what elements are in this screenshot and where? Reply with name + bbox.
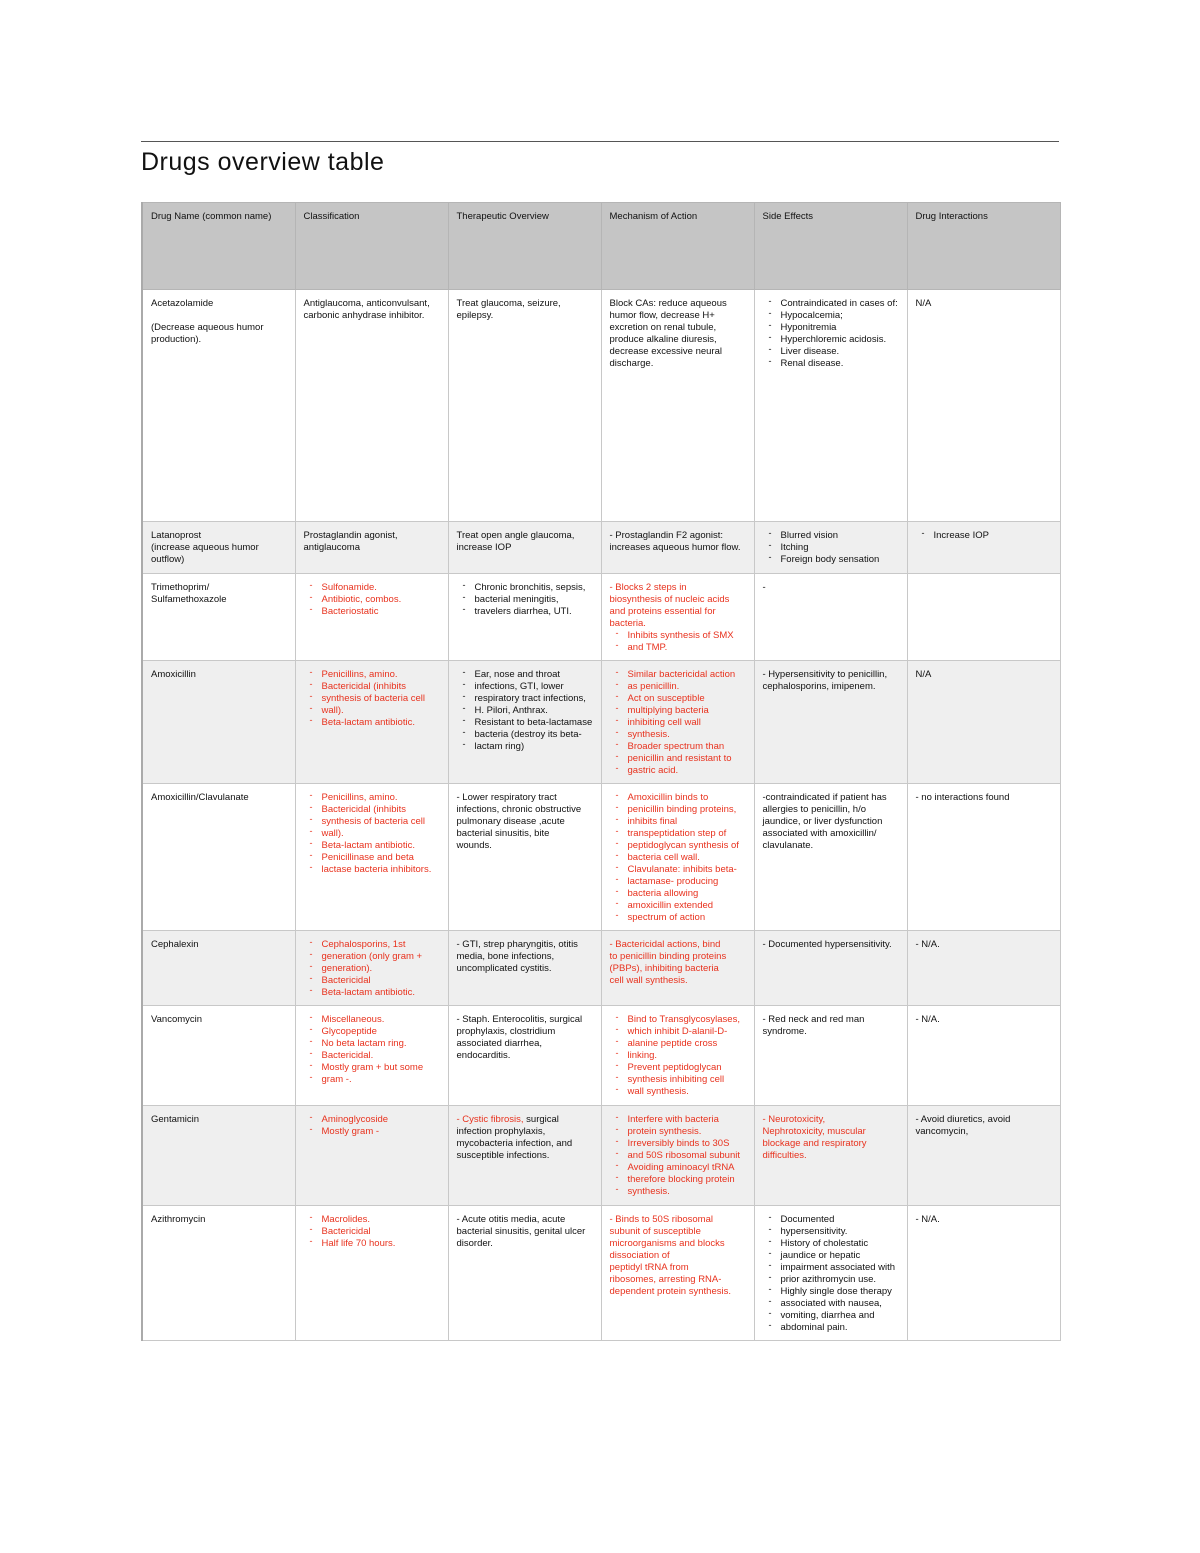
header-classification: Classification xyxy=(295,203,448,290)
list-item: ‐ alanine peptide cross xyxy=(620,1038,748,1050)
list-item: ‐ Mostly gram - xyxy=(314,1126,442,1138)
text-line: allergies to penicillin, h/o xyxy=(762,804,867,815)
list-item: ‐ Clavulanate: inhibits beta- xyxy=(620,864,748,876)
list-item: ‐ H. Pilori, Anthrax. xyxy=(467,705,595,717)
list-item: ‐ Sulfonamide. xyxy=(314,582,442,594)
interactions-cell xyxy=(907,1106,1060,1206)
table-row xyxy=(142,1006,1060,1106)
list-item: ‐ amoxicillin extended xyxy=(620,900,748,912)
text-line: cell wall synthesis. xyxy=(609,975,688,986)
text-line: vancomycin, xyxy=(915,1126,969,1137)
text-line: syndrome. xyxy=(762,1026,807,1037)
text-line: - Prostaglandin F2 agonist: xyxy=(609,530,724,541)
list-item: ‐ as penicillin. xyxy=(620,681,748,693)
list-item: ‐ vomiting, diarrhea and xyxy=(773,1310,901,1322)
classification-cell xyxy=(295,574,448,661)
list-item: ‐ Ear, nose and throat xyxy=(467,669,595,681)
drug-name-line: Trimethoprim/ xyxy=(151,582,210,593)
text-line: endocarditis. xyxy=(456,1050,511,1061)
text-line: Antiglaucoma, anticonvulsant, xyxy=(303,298,430,309)
text-line: and proteins essential for xyxy=(609,606,716,617)
text-line: mycobacteria infection, and xyxy=(456,1138,573,1149)
text-line: increase IOP xyxy=(456,542,512,553)
text-line: humor flow, decrease H+ xyxy=(609,310,715,321)
list-item: ‐ wall synthesis. xyxy=(620,1086,748,1098)
text-line: (PBPs), inhibiting bacteria xyxy=(609,963,719,974)
mechanism-cell xyxy=(601,290,754,522)
list-item: ‐ Inhibits synthesis of SMX xyxy=(620,630,748,642)
bullet-list xyxy=(763,530,901,566)
mechanism-cell xyxy=(601,931,754,1006)
list-item: ‐ gram -. xyxy=(314,1074,442,1086)
list-item: ‐ bacteria allowing xyxy=(620,888,748,900)
text-line: - Blocks 2 steps in xyxy=(609,582,687,593)
list-item: ‐ History of cholestatic xyxy=(773,1238,901,1250)
list-item: ‐ which inhibit D-alanil-D- xyxy=(620,1026,748,1038)
drug-name-cell xyxy=(142,1206,295,1341)
list-item: ‐ Chronic bronchitis, sepsis, xyxy=(467,582,595,594)
text-line: - Staph. Enterocolitis, surgical xyxy=(456,1014,583,1025)
bullet-list xyxy=(763,1214,901,1334)
list-item: ‐ synthesis of bacteria cell xyxy=(314,693,442,705)
text-line: bacteria. xyxy=(609,618,646,629)
therapeutic-cell xyxy=(448,661,601,784)
bullet-list xyxy=(304,1014,442,1086)
list-item: ‐ bacterial meningitis, xyxy=(467,594,595,606)
text-line: blockage and respiratory xyxy=(762,1138,867,1149)
list-item: ‐ linking. xyxy=(620,1050,748,1062)
list-item: ‐ Macrolides. xyxy=(314,1214,442,1226)
drug-name-line: Azithromycin xyxy=(151,1214,206,1225)
classification-cell xyxy=(295,661,448,784)
text-line: increases aqueous humor flow. xyxy=(609,542,741,553)
text-line: N/A xyxy=(915,298,932,309)
list-item: ‐ wall). xyxy=(314,828,442,840)
text-line: - N/A. xyxy=(915,1214,940,1225)
text-line: discharge. xyxy=(609,358,654,369)
list-item: ‐ and TMP. xyxy=(620,642,748,654)
text-line: - Red neck and red man xyxy=(762,1014,865,1025)
list-item: ‐ Bind to Transglycosylases, xyxy=(620,1014,748,1026)
bullet-list xyxy=(304,582,442,618)
list-item: ‐ synthesis inhibiting cell xyxy=(620,1074,748,1086)
classification-cell xyxy=(295,522,448,574)
list-item: ‐ Miscellaneous. xyxy=(314,1014,442,1026)
drug-name-cell xyxy=(142,931,295,1006)
text-line: antiglaucoma xyxy=(303,542,361,553)
list-item: ‐ Resistant to beta-lactamase xyxy=(467,717,595,729)
therapeutic-cell xyxy=(448,784,601,931)
bullet-list xyxy=(304,1214,442,1250)
header-therapeutic-overview: Therapeutic Overview xyxy=(448,203,601,290)
interactions-cell xyxy=(907,1006,1060,1106)
bullet-list xyxy=(610,630,748,654)
bullet-list xyxy=(610,1014,748,1098)
list-item: ‐ bacteria (destroy its beta- xyxy=(467,729,595,741)
header-side-effects: Side Effects xyxy=(754,203,907,290)
header-mechanism-of-action: Mechanism of Action xyxy=(601,203,754,290)
interactions-cell xyxy=(907,784,1060,931)
text-line: associated diarrhea, xyxy=(456,1038,543,1049)
list-item: ‐ transpeptidation step of xyxy=(620,828,748,840)
text-line: carbonic anhydrase inhibitor. xyxy=(303,310,425,321)
list-item: ‐ Antibiotic, combos. xyxy=(314,594,442,606)
classification-cell xyxy=(295,784,448,931)
therapeutic-cell xyxy=(448,931,601,1006)
list-item: ‐ penicillin and resistant to xyxy=(620,753,748,765)
list-item: ‐ therefore blocking protein xyxy=(620,1174,748,1186)
text-line: - Bactericidal actions, bind xyxy=(609,939,721,950)
list-item: ‐ gastric acid. xyxy=(620,765,748,777)
list-item: ‐ Irreversibly binds to 30S xyxy=(620,1138,748,1150)
text-line: - Neurotoxicity, xyxy=(762,1114,826,1125)
drug-name-line: Acetazolamide xyxy=(151,298,214,309)
bullet-list xyxy=(304,792,442,876)
header-drug-name: Drug Name (common name) xyxy=(142,203,295,290)
list-item: ‐ respiratory tract infections, xyxy=(467,693,595,705)
text-line: - N/A. xyxy=(915,939,940,950)
drug-name-cell xyxy=(142,574,295,661)
text-line: - Binds to 50S ribosomal xyxy=(609,1214,713,1225)
classification-cell xyxy=(295,1006,448,1106)
list-item: ‐ lactam ring) xyxy=(467,741,595,753)
list-item: ‐ Bactericidal. xyxy=(314,1050,442,1062)
drug-name-line: Sulfamethoxazole xyxy=(151,594,227,605)
list-item: ‐ Cephalosporins, 1st xyxy=(314,939,442,951)
list-item: ‐ Hypocalcemia; xyxy=(773,310,901,322)
list-item: ‐ Documented xyxy=(773,1214,901,1226)
text-line: Block CAs: reduce aqueous xyxy=(609,298,727,309)
bullet-list xyxy=(304,669,442,729)
list-item: ‐ Aminoglycoside xyxy=(314,1114,442,1126)
text-line: subunit of susceptible xyxy=(609,1226,701,1237)
list-item: ‐ Foreign body sensation xyxy=(773,554,901,566)
therapeutic-cell xyxy=(448,574,601,661)
table-header-row xyxy=(142,203,1060,290)
list-item: ‐ Beta-lactam antibiotic. xyxy=(314,987,442,999)
text-line: - Avoid diuretics, avoid xyxy=(915,1114,1011,1125)
bullet-list xyxy=(610,1114,748,1198)
therapeutic-cell xyxy=(448,1106,601,1206)
text-line: excretion on renal tubule, xyxy=(609,322,717,333)
drug-name-cell xyxy=(142,290,295,522)
list-item: ‐ synthesis of bacteria cell xyxy=(314,816,442,828)
list-item: ‐ infections, GTI, lower xyxy=(467,681,595,693)
interactions-cell xyxy=(907,931,1060,1006)
mechanism-cell xyxy=(601,1006,754,1106)
list-item: ‐ Similar bactericidal action xyxy=(620,669,748,681)
list-item: ‐ Hyperchloremic acidosis. xyxy=(773,334,901,346)
list-item: ‐ Half life 70 hours. xyxy=(314,1238,442,1250)
interactions-cell xyxy=(907,290,1060,522)
drug-name-line: Vancomycin xyxy=(151,1014,203,1025)
therapeutic-cell xyxy=(448,1206,601,1341)
mechanism-cell xyxy=(601,1106,754,1206)
side-effects-cell xyxy=(754,784,907,931)
text-line: epilepsy. xyxy=(456,310,494,321)
list-item: ‐ wall). xyxy=(314,705,442,717)
list-item: ‐ and 50S ribosomal subunit xyxy=(620,1150,748,1162)
bullet-list xyxy=(304,1114,442,1138)
list-item: ‐ Interfere with bacteria xyxy=(620,1114,748,1126)
bullet-list xyxy=(457,582,595,618)
text-line: jaundice, or liver dysfunction xyxy=(762,816,883,827)
text-line: - Acute otitis media, acute xyxy=(456,1214,566,1225)
list-item: ‐ peptidoglycan synthesis of xyxy=(620,840,748,852)
page-title: Drugs overview table xyxy=(141,148,385,176)
list-item: ‐ Bactericidal xyxy=(314,975,442,987)
bullet-list xyxy=(304,939,442,999)
text-line: uncomplicated cystitis. xyxy=(456,963,552,974)
text-line: - N/A. xyxy=(915,1014,940,1025)
list-item: ‐ Avoiding aminoacyl tRNA xyxy=(620,1162,748,1174)
bullet-list xyxy=(763,298,901,370)
text-line: disorder. xyxy=(456,1238,493,1249)
classification-cell xyxy=(295,1206,448,1341)
text-line: - no interactions found xyxy=(915,792,1010,803)
top-rule xyxy=(141,141,1059,142)
side-effects-cell xyxy=(754,931,907,1006)
list-item: ‐ jaundice or hepatic xyxy=(773,1250,901,1262)
drugs-table xyxy=(141,202,1061,1341)
text-line: Prostaglandin agonist, xyxy=(303,530,398,541)
text-line: bacterial sinusitis, bite xyxy=(456,828,550,839)
list-item: ‐ Contraindicated in cases of: xyxy=(773,298,901,310)
list-item: ‐ Bactericidal xyxy=(314,1226,442,1238)
list-item: ‐ Prevent peptidoglycan xyxy=(620,1062,748,1074)
list-item: ‐ No beta lactam ring. xyxy=(314,1038,442,1050)
highlight-text: - Cystic fibrosis, xyxy=(456,1114,524,1125)
classification-cell xyxy=(295,1106,448,1206)
bullet-list xyxy=(457,669,595,753)
side-effects-cell xyxy=(754,661,907,784)
text-line: associated with amoxicillin/ xyxy=(762,828,877,839)
text-line: to penicillin binding proteins xyxy=(609,951,727,962)
spacer xyxy=(151,310,289,322)
text-line: produce alkaline diuresis, xyxy=(609,334,717,345)
text-line: dissociation of xyxy=(609,1250,670,1261)
text-line: infection prophylaxis, xyxy=(456,1126,546,1137)
therapeutic-cell xyxy=(448,1006,601,1106)
mechanism-cell xyxy=(601,1206,754,1341)
table-row xyxy=(142,522,1060,574)
list-item: ‐ Renal disease. xyxy=(773,358,901,370)
list-item: ‐ generation). xyxy=(314,963,442,975)
mechanism-cell xyxy=(601,661,754,784)
drug-name-cell xyxy=(142,522,295,574)
text-line: dependent protein synthesis. xyxy=(609,1286,731,1297)
list-item: ‐ penicillin binding proteins, xyxy=(620,804,748,816)
list-item: ‐ Amoxicillin binds to xyxy=(620,792,748,804)
bullet-list xyxy=(610,792,748,924)
list-item: ‐ Liver disease. xyxy=(773,346,901,358)
text-line: susceptible infections. xyxy=(456,1150,550,1161)
drug-name-line: Cephalexin xyxy=(151,939,199,950)
list-item: ‐ Penicillins, amino. xyxy=(314,669,442,681)
text-line: biosynthesis of nucleic acids xyxy=(609,594,730,605)
interactions-cell xyxy=(907,661,1060,784)
drug-name-line: (Decrease aqueous humor production). xyxy=(151,322,264,345)
drug-name-line: (increase aqueous humor xyxy=(151,542,259,553)
drug-name-line: Amoxicillin/Clavulanate xyxy=(151,792,249,803)
list-item: ‐ Penicillinase and beta xyxy=(314,852,442,864)
classification-cell xyxy=(295,290,448,522)
text-line: decrease excessive neural xyxy=(609,346,722,357)
text-line: -contraindicated if patient has xyxy=(762,792,887,803)
list-item: ‐ synthesis. xyxy=(620,1186,748,1198)
text-line: peptidyl tRNA from xyxy=(609,1262,689,1273)
drug-name-line: Amoxicillin xyxy=(151,669,196,680)
side-effects-cell xyxy=(754,1206,907,1341)
text-line: prophylaxis, clostridium xyxy=(456,1026,556,1037)
text-line: microorganisms and blocks xyxy=(609,1238,725,1249)
text-line: N/A xyxy=(915,669,932,680)
list-item: ‐ inhibits final xyxy=(620,816,748,828)
list-item: ‐ spectrum of action xyxy=(620,912,748,924)
list-item: ‐ lactase bacteria inhibitors. xyxy=(314,864,442,876)
text-line: - Hypersensitivity to penicillin, xyxy=(762,669,888,680)
text-line: - xyxy=(762,582,766,593)
text-line: Treat open angle glaucoma, xyxy=(456,530,575,541)
list-item: ‐ generation (only gram + xyxy=(314,951,442,963)
list-item: ‐ hypersensitivity. xyxy=(773,1226,901,1238)
text-line: infections, chronic obstructive xyxy=(456,804,582,815)
interactions-cell xyxy=(907,1206,1060,1341)
list-item: ‐ bacteria cell wall. xyxy=(620,852,748,864)
list-item: ‐ Highly single dose therapy xyxy=(773,1286,901,1298)
bullet-list xyxy=(610,669,748,777)
plain-text: surgical xyxy=(523,1114,559,1125)
interactions-cell xyxy=(907,574,1060,661)
text-line: cephalosporins, imipenem. xyxy=(762,681,876,692)
list-item: ‐ Bactericidal (inhibits xyxy=(314,681,442,693)
list-item: ‐ Blurred vision xyxy=(773,530,901,542)
header-drug-interactions: Drug Interactions xyxy=(907,203,1060,290)
list-item: ‐ Bacteriostatic xyxy=(314,606,442,618)
list-item: ‐ Broader spectrum than xyxy=(620,741,748,753)
side-effects-cell xyxy=(754,1106,907,1206)
text-line: clavulanate. xyxy=(762,840,814,851)
side-effects-cell xyxy=(754,1006,907,1106)
list-item: ‐ Hyponitremia xyxy=(773,322,901,334)
text-line: Treat glaucoma, seizure, xyxy=(456,298,561,309)
table-row xyxy=(142,661,1060,784)
mechanism-cell xyxy=(601,784,754,931)
text-line: ribosomes, arresting RNA- xyxy=(609,1274,722,1285)
drug-name-cell xyxy=(142,661,295,784)
text-line: - Documented hypersensitivity. xyxy=(762,939,892,950)
list-item: ‐ impairment associated with xyxy=(773,1262,901,1274)
table-row xyxy=(142,290,1060,522)
text-line xyxy=(457,1114,595,1126)
list-item: ‐ Bactericidal (inhibits xyxy=(314,804,442,816)
list-item: ‐ lactamase- producing xyxy=(620,876,748,888)
bullet-list xyxy=(916,530,1054,542)
side-effects-cell xyxy=(754,522,907,574)
side-effects-cell xyxy=(754,290,907,522)
drug-name-cell xyxy=(142,1106,295,1206)
list-item: ‐ Beta-lactam antibiotic. xyxy=(314,717,442,729)
table-row xyxy=(142,1106,1060,1206)
list-item: ‐ associated with nausea, xyxy=(773,1298,901,1310)
therapeutic-cell xyxy=(448,522,601,574)
list-item: ‐ Penicillins, amino. xyxy=(314,792,442,804)
text-line: - GTI, strep pharyngitis, otitis xyxy=(456,939,578,950)
list-item: ‐ prior azithromycin use. xyxy=(773,1274,901,1286)
interactions-cell xyxy=(907,522,1060,574)
list-item: ‐ inhibiting cell wall xyxy=(620,717,748,729)
table-row xyxy=(142,931,1060,1006)
text-line: wounds. xyxy=(456,840,492,851)
list-item: ‐ Itching xyxy=(773,542,901,554)
therapeutic-cell xyxy=(448,290,601,522)
list-item: ‐ Beta-lactam antibiotic. xyxy=(314,840,442,852)
text-line: - Lower respiratory tract xyxy=(456,792,557,803)
drug-name-line: Gentamicin xyxy=(151,1114,200,1125)
table-body xyxy=(142,290,1060,1341)
table-row xyxy=(142,784,1060,931)
list-item: ‐ protein synthesis. xyxy=(620,1126,748,1138)
side-effects-cell xyxy=(754,574,907,661)
text-line: bacterial sinusitis, genital ulcer xyxy=(456,1226,586,1237)
table-row xyxy=(142,574,1060,661)
list-item: ‐ Act on susceptible xyxy=(620,693,748,705)
list-item: ‐ abdominal pain. xyxy=(773,1322,901,1334)
mechanism-cell xyxy=(601,522,754,574)
drug-name-cell xyxy=(142,784,295,931)
list-item: ‐ multiplying bacteria xyxy=(620,705,748,717)
drug-name-line: Latanoprost xyxy=(151,530,202,541)
mechanism-cell xyxy=(601,574,754,661)
text-line: Nephrotoxicity, muscular xyxy=(762,1126,866,1137)
drug-name-cell xyxy=(142,1006,295,1106)
list-item: ‐ Glycopeptide xyxy=(314,1026,442,1038)
drug-name-line: outflow) xyxy=(151,554,185,565)
classification-cell xyxy=(295,931,448,1006)
text-line: pulmonary disease ,acute xyxy=(456,816,565,827)
text-line: media, bone infections, xyxy=(456,951,555,962)
list-item: ‐ Increase IOP xyxy=(926,530,1054,542)
list-item: ‐ travelers diarrhea, UTI. xyxy=(467,606,595,618)
list-item: ‐ synthesis. xyxy=(620,729,748,741)
list-item: ‐ Mostly gram + but some xyxy=(314,1062,442,1074)
table-row xyxy=(142,1206,1060,1341)
text-line: difficulties. xyxy=(762,1150,807,1161)
